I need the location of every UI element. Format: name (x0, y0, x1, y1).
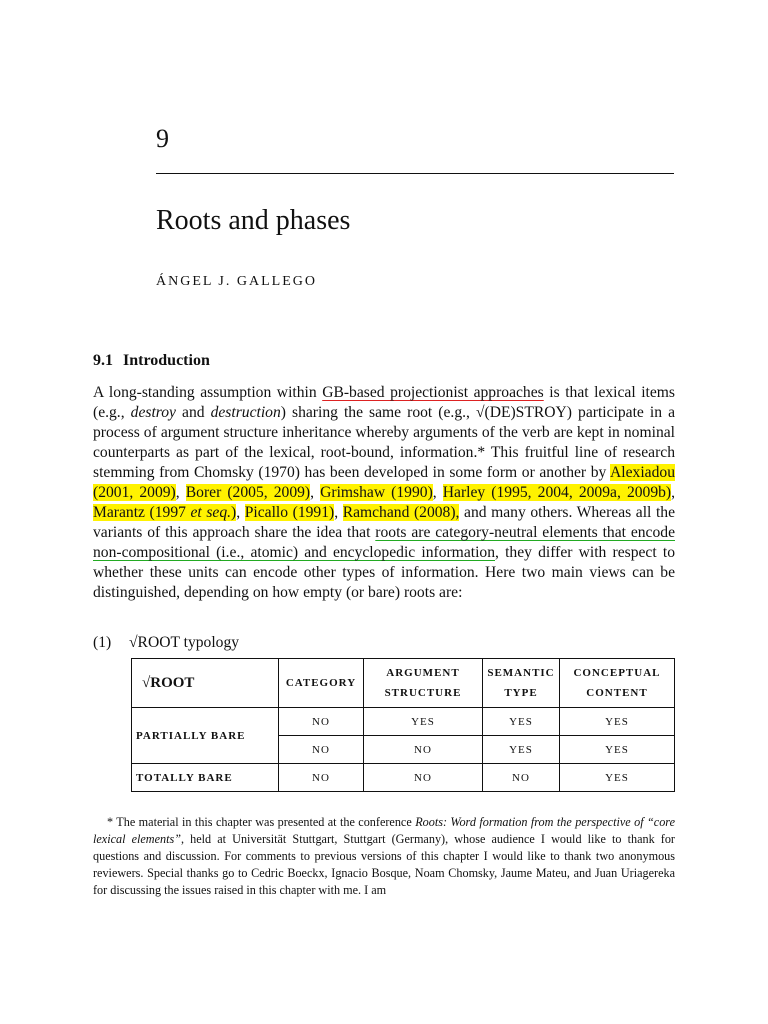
highlight-citation[interactable]: Borer (2005, 2009) (185, 484, 311, 501)
table-cell: YES (483, 736, 560, 764)
example-label (93, 634, 239, 652)
italic-term: destruction (210, 404, 281, 421)
text-run: , (236, 504, 245, 521)
example-number: (1) (93, 634, 112, 651)
section-heading (93, 352, 210, 370)
text-run: ) sharing the same root (e.g., √(DE)STROY) participate in a process of argument structure inheritance whereby arguments of the verb are kept in nominal counterparts as part of the lexical, root-bound, information.* This fruitful line of research stemming from Chomsky (1970) has been developed in some form or another by (93, 404, 675, 481)
text-run: , (334, 504, 343, 521)
chapter-title: Roots and phases (156, 205, 351, 236)
table-cell: NO (279, 708, 364, 736)
highlight-citation[interactable] (93, 504, 236, 521)
table-corner: √ROOT (132, 659, 279, 708)
table-cell: YES (560, 764, 675, 792)
table-cell: YES (560, 736, 675, 764)
table-header: ARGUMENT STRUCTURE (364, 659, 483, 708)
text-run: , (432, 484, 443, 501)
footnote (93, 814, 675, 899)
annotated-phrase-green[interactable]: roots are category-neutral elements that encode non-compositional (i.e., atomic) and encyclopedic information (93, 524, 675, 561)
text-run: and (175, 404, 211, 421)
table-row (132, 764, 675, 792)
table-cell: NO (364, 764, 483, 792)
text-run: , (175, 484, 186, 501)
text-run: , they differ with respect to whether these units can encode other types of information. Here two main views can be distinguished, depending on how empty (or bare) roots are: (93, 544, 675, 601)
chapter-author: ÁNGEL J. GALLEGO (156, 274, 317, 289)
table-row (132, 708, 675, 736)
chapter-rule (156, 173, 674, 174)
root-typology-table (131, 658, 675, 792)
chapter-number: 9 (156, 124, 169, 153)
table-cell: NO (483, 764, 560, 792)
highlight-citation[interactable]: Picallo (1991) (244, 504, 335, 521)
intro-paragraph (93, 383, 675, 603)
text-run: , held at Universität Stuttgart, Stuttgart (Germany), whose audience I would like to thank for questions and discussion. For comments to previous versions of this chapter I would like to thank two anonymous reviewers. Special thanks go to Cedric Boeckx, Ignacio Bosque, Noam Chomsky, Jaume Mateu, and Juan Uriagereka for discussing the issues raised in this chapter with me. I am (93, 832, 675, 897)
highlight-citation[interactable]: Alexiadou (2001, 2009) (93, 464, 675, 501)
text-run: A long-standing assumption within (93, 384, 323, 401)
text-run: Marantz (1997 (93, 504, 191, 521)
row-label: TOTALLY BARE (132, 764, 279, 792)
table-header-row (132, 659, 675, 708)
text-run: is that lexical items (e.g., (93, 384, 675, 421)
section-title: Introduction (123, 352, 210, 369)
table-cell: YES (364, 708, 483, 736)
table-header: CATEGORY (279, 659, 364, 708)
text-run: and many others. Whereas all the variants of this approach share the idea that (93, 504, 676, 541)
text-run: ) (231, 504, 237, 521)
highlight-citation[interactable]: Grimshaw (1990) (320, 484, 433, 501)
table-header: SEMANTIC TYPE (483, 659, 560, 708)
highlight-citation[interactable]: Harley (1995, 2004, 2009a, 2009b) (442, 484, 672, 501)
italic-term: et seq. (190, 504, 232, 521)
row-label: PARTIALLY BARE (132, 708, 279, 764)
table-cell: YES (483, 708, 560, 736)
table-cell: NO (364, 736, 483, 764)
section-number: 9.1 (93, 352, 113, 369)
example-title: √ROOT typology (129, 634, 240, 651)
table-header: CONCEPTUAL CONTENT (560, 659, 675, 708)
text-run: * The material in this chapter was presented at the conference (107, 815, 416, 829)
text-run: , (310, 484, 321, 501)
table-cell: NO (279, 736, 364, 764)
table-cell: YES (560, 708, 675, 736)
highlight-citation[interactable]: Ramchand (2008), (342, 504, 460, 521)
table-cell: NO (279, 764, 364, 792)
italic-term: destroy (130, 404, 176, 421)
text-run: , (671, 484, 676, 501)
conference-title: Roots: Word formation from the perspective of “core lexical elements” (93, 815, 675, 846)
annotated-phrase-red[interactable]: GB-based projectionist approaches (322, 384, 544, 401)
